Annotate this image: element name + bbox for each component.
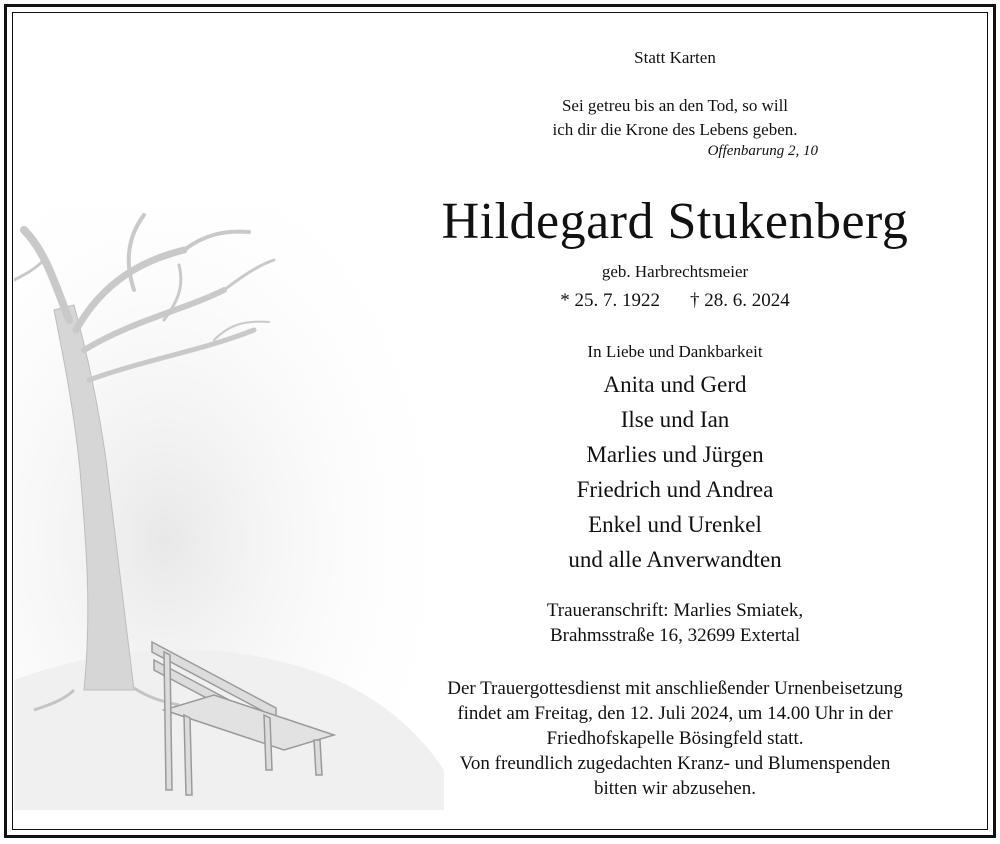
tree-bench-sketch-icon — [14, 210, 444, 810]
verse-line-1: Sei getreu bis an den Tod, so will — [561, 96, 789, 115]
mourner-name: Anita und Gerd — [603, 372, 747, 397]
service-line-4: Von freundlich zugedachten Kranz- und Blumenspenden — [459, 753, 891, 774]
service-line-2: findet am Freitag, den 12. Juli 2024, um 14.00 Uhr in der — [457, 703, 893, 724]
address-line-1: Traueranschrift: Marlies Smiatek, — [546, 600, 804, 621]
mourners-intro: In Liebe und Dankbarkeit — [587, 342, 763, 361]
mourner-name: Enkel und Urenkel — [588, 512, 762, 537]
statt-karten: Statt Karten — [634, 48, 716, 67]
life-dates — [400, 290, 950, 312]
mourner-name: Ilse und Ian — [620, 407, 730, 432]
deceased-name: Hildegard Stukenberg — [441, 193, 909, 250]
service-line-3: Friedhofskapelle Bösingfeld statt. — [546, 728, 804, 749]
service-line-1: Der Trauergottesdienst mit anschließender Urnenbeisetzung — [447, 678, 903, 699]
address-line-2: Brahmsstraße 16, 32699 Extertal — [549, 625, 801, 646]
verse-citation: Offenbarung 2, 10 — [707, 143, 818, 159]
text-column — [400, 0, 950, 844]
mourner-name: und alle Anverwandten — [568, 547, 782, 572]
maiden-name: geb. Harbrechtsmeier — [601, 262, 749, 281]
verse-line-2: ich dir die Krone des Lebens geben. — [552, 120, 798, 139]
mourner-name: Friedrich und Andrea — [576, 477, 774, 502]
mourner-name: Marlies und Jürgen — [586, 442, 764, 467]
birth-date: * 25. 7. 1922 — [560, 290, 660, 311]
service-line-5: bitten wir abzusehen. — [594, 778, 756, 799]
death-date: † 28. 6. 2024 — [690, 290, 790, 311]
